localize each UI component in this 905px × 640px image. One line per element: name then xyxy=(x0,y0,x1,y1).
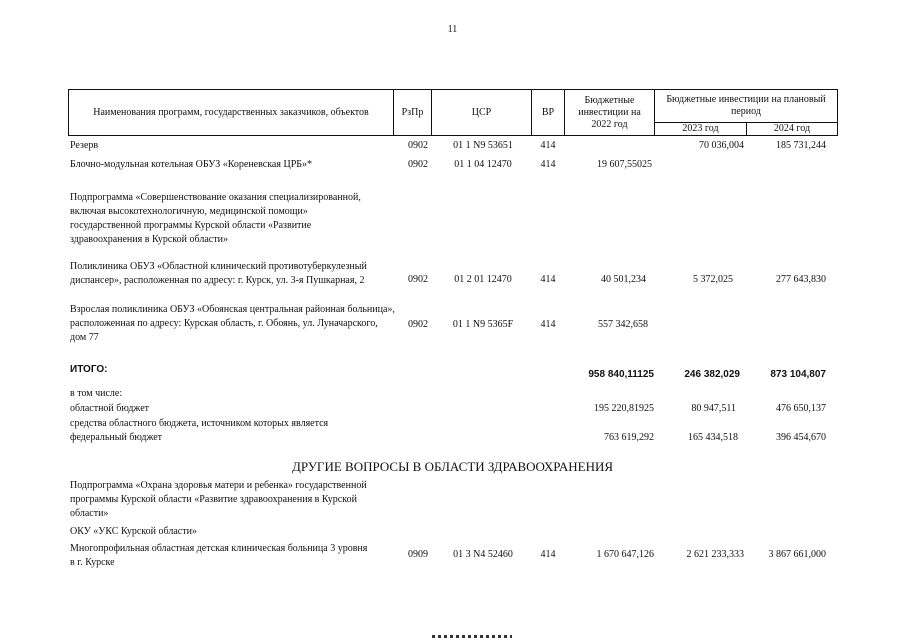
row-2024: 3 867 661,000 xyxy=(768,549,826,560)
federal-2023: 165 434,518 xyxy=(688,432,738,443)
header-rzpr: РзПр xyxy=(393,89,432,136)
header-2024: 2024 год xyxy=(746,122,838,136)
row-vr: 414 xyxy=(540,319,556,330)
regional-2022: 195 220,81925 xyxy=(594,403,654,414)
header-csr: ЦСР xyxy=(431,89,532,136)
row-name: Блочно-модульная котельная ОБУЗ «Кореневская ЦРБ»* xyxy=(70,159,312,170)
federal-label-line2: федеральный бюджет xyxy=(70,432,163,443)
federal-2024: 396 454,670 xyxy=(776,432,826,443)
row-rzpr: 0902 xyxy=(408,274,428,285)
total-2024: 873 104,807 xyxy=(770,369,826,380)
row-2022: 1 670 647,126 xyxy=(596,549,654,560)
subprogram-title: Подпрограмма «Совершенствование оказания специализированной, включая высокотехнологичную, медицинской помощи» государственной программы Курской области «Развитие здравоохранения в Курской области» xyxy=(70,192,361,245)
header-inv-2022: Бюджетные инвестиции на 2022 год xyxy=(564,89,655,136)
section-title: ДРУГИЕ ВОПРОСЫ В ОБЛАСТИ ЗДРАВООХРАНЕНИЯ xyxy=(291,459,614,474)
row-name: Поликлиника ОБУЗ «Областной клинический противотуберкулезный диспансер», расположенная по адресу: г. Курск, ул. 3-я Пушкарная, 2 xyxy=(70,261,367,286)
total-2022: 958 840,11125 xyxy=(588,369,654,380)
row-2023: 5 372,025 xyxy=(693,274,733,285)
row-csr: 01 1 04 12470 xyxy=(454,159,512,170)
including-label: в том числе: xyxy=(70,388,123,399)
row-vr: 414 xyxy=(540,140,556,151)
row-2024: 185 731,244 xyxy=(776,140,826,151)
header-plan-period: Бюджетные инвестиции на плановый период xyxy=(654,89,838,123)
row-2023: 70 036,004 xyxy=(699,140,744,151)
row-vr: 414 xyxy=(540,549,556,560)
row-csr: 01 2 01 12470 xyxy=(454,274,512,285)
federal-2022: 763 619,292 xyxy=(604,432,654,443)
total-label: ИТОГО: xyxy=(70,364,108,375)
row-csr: 01 1 N9 5365F xyxy=(452,319,514,330)
regional-2024: 476 650,137 xyxy=(776,403,826,414)
row-2022: 40 501,234 xyxy=(601,274,646,285)
row-rzpr: 0909 xyxy=(408,549,428,560)
row-vr: 414 xyxy=(540,159,556,170)
table-header xyxy=(68,89,838,136)
row-name: Многопрофильная областная детская клиническая больница 3 уровня в г. Курске xyxy=(70,543,368,568)
header-vr: ВР xyxy=(531,89,565,136)
row-rzpr: 0902 xyxy=(408,319,428,330)
regional-2023: 80 947,511 xyxy=(691,403,736,414)
scan-edge-mark xyxy=(432,635,512,638)
total-2023: 246 382,029 xyxy=(684,369,740,380)
row-name: Взрослая поликлиника ОБУЗ «Обоянская центральная районная больница», расположенная по адресу: Курская область, г. Обоянь, ул. Луначарского, дом 77 xyxy=(70,304,395,343)
federal-label-line1: средства областного бюджета, источником которых является xyxy=(70,418,329,429)
customer-label: ОКУ «УКС Курской области» xyxy=(70,526,197,537)
header-name: Наименования программ, государственных заказчиков, объектов xyxy=(68,89,394,136)
row-2022: 557 342,658 xyxy=(598,319,648,330)
row-vr: 414 xyxy=(540,274,556,285)
row-rzpr: 0902 xyxy=(408,159,428,170)
regional-label: областной бюджет xyxy=(70,403,150,414)
row-csr: 01 1 N9 53651 xyxy=(453,140,513,151)
header-2023: 2023 год xyxy=(654,122,747,136)
row-2023: 2 621 233,333 xyxy=(686,549,744,560)
row-2024: 277 643,830 xyxy=(776,274,826,285)
page-number: 11 xyxy=(447,24,458,35)
row-csr: 01 3 N4 52460 xyxy=(453,549,513,560)
subprogram-title-2: Подпрограмма «Охрана здоровья матери и ребенка» государственной программы Курской области «Развитие здравоохранения в Курской области» xyxy=(70,480,367,519)
row-name: Резерв xyxy=(70,140,99,151)
row-rzpr: 0902 xyxy=(408,140,428,151)
row-2022: 19 607,55025 xyxy=(597,159,652,170)
